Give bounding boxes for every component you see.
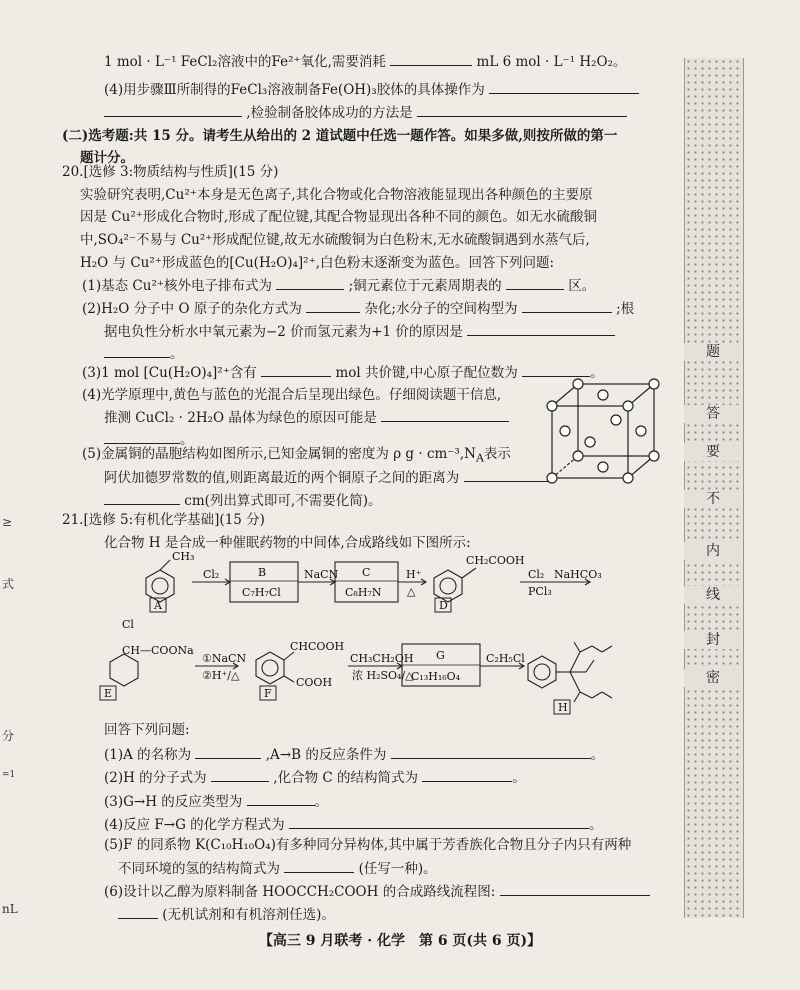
benzene-ring-D [434,570,462,602]
sidebar-char: 题 [684,343,742,361]
section-heading-cont: 题计分。 [80,150,134,166]
ch2cooh-label: CH₂COOH [466,554,525,567]
q21-part3: (3)G→H 的反应类型为 。 [104,794,329,810]
reagent-cl2: Cl₂ [203,568,220,581]
q20-paragraph: 因是 Cu²⁺形成化合物时,形成了配位键,其配合物显现出各种不同的颜色。如无水硫酸铜 [80,209,597,225]
f-top-label: CHCOOH [290,640,345,653]
ch3-label: CH₃ [172,550,195,563]
label-D: D [439,599,448,612]
q20-paragraph: 中,SO₄²⁻不易与 Cu²⁺形成配位键,故无水硫酸铜为白色粉末,无水硫酸铜遇到水蒸气后, [80,232,590,248]
reagent-c2h5cl: C₂H₅Cl [486,652,525,665]
q20-part5-cont: cm(列出算式即可,不需要化简)。 [104,491,381,510]
e-chain-label: CH—COONa [122,644,194,657]
sidebar-char: 不 [684,490,742,508]
q20-part2: (2)H₂O 分子中 O 原子的杂化方式为 杂化;水分子的空间构型为 ;根 [82,301,635,317]
sidebar-char: 封 [684,631,742,649]
q20-title: 20.[选修 3:物质结构与性质](15 分) [62,164,279,180]
page-footer: 【高三 9 月联考 · 化学 第 6 页(共 6 页)】 [258,933,542,949]
benzene-ring-H [528,656,556,688]
q20-part3: (3)1 mol [Cu(H₂O)₄]²⁺含有 mol 共价键,中心原子配位数为 。 [82,365,604,381]
f-bot-label: COOH [296,676,333,689]
q20-part5: (5)金属铜的晶胞结构如图所示,已知金属铜的密度为 ρ $g \cdot cm^{-3},N_A$表示 [82,446,511,465]
sidebar-char: 要 [684,443,742,461]
edge-mark: nL [2,902,18,916]
synthesis-scheme [104,548,680,718]
q21-part6: (6)设计以乙醇为原料制备 HOOCCH₂COOH 的合成路线流程图: [104,882,650,901]
reagent-pcl3: PCl₃ [528,585,552,598]
reagent-heat: △ [407,585,416,598]
q20-blank-line: 。 [104,430,194,449]
q21-intro: 化合物 H 是合成一种催眠药物的中间体,合成路线如下图所示: [104,535,471,551]
reagent-cl2-b: Cl₂ [528,568,545,581]
q20-part5-cont: 阿伏加德罗常数的值,则距离最近的两个铜原子之间的距离为 [104,468,550,487]
edge-mark: =1 [2,770,16,780]
label-H: H [558,701,568,714]
benzene-ring-F [256,652,284,684]
q21-title: 21.[选修 5:有机化学基础](15 分) [62,512,265,528]
reagent-nacn: NaCN [304,568,339,581]
text-line: ,检验制备胶体成功的方法是 [104,103,627,122]
label-F: F [264,687,272,700]
label-E: E [104,687,113,700]
reagent-nacn-2: ①NaCN [202,652,247,665]
q21-part5: (5)F 的同系物 K(C₁₀H₁₀O₄)有多种同分异构体,其中属于芳香族化合物且分子内只有两种 [104,837,632,853]
q21-part1: (1)A 的名称为 ,A→B 的反应条件为 。 [104,747,605,763]
binding-margin-strip [684,58,744,918]
box-C-label: C [362,566,371,579]
e-cl-label: Cl [122,618,134,631]
sidebar-char: 密 [684,669,742,687]
sidebar-char: 线 [684,586,742,604]
reagent-nahco3: NaHCO₃ [554,568,602,581]
section-heading: (二)选考题:共 15 分。请考生从给出的 2 道试题中任选一题作答。如果多做,则按所做的第一 [62,128,618,144]
reagent-ethanol: CH₃CH₂OH [350,652,414,665]
q20-part1: (1)基态 Cu²⁺核外电子排布式为 ;铜元素位于元素周期表的 区。 [82,278,596,294]
fcc-unit-cell-diagram [548,380,660,484]
q21-part5-cont: 不同环境的氢的结构简式为 (任写一种)。 [118,861,437,877]
edge-mark: ≥ [2,515,13,529]
reagent-h-plus: H⁺ [406,568,422,581]
q21-part4: (4)反应 F→G 的化学方程式为 。 [104,817,603,833]
q20-part2-cont: 据电负性分析水中氧元素为−2 价而氢元素为+1 价的原因是 [104,322,615,341]
benzene-ring-A [146,570,174,602]
q21-part6-cont: (无机试剂和有机溶剂任选)。 [118,905,335,924]
box-B-label: B [258,566,267,579]
box-G-formula: C₁₃H₁₆O₄ [411,670,461,683]
box-B-formula: C₇H₇Cl [242,586,281,599]
reagent-h2so4: 浓 H₂SO₄/△ [352,669,414,682]
edge-mark: 分 [2,729,15,743]
q20-paragraph: 实验研究表明,Cu²⁺本身是无色离子,其化合物或化合物溶液能显现出各种颜色的主要原 [80,187,593,203]
label-A: A [154,599,162,612]
q21-part2: (2)H 的分子式为 ,化合物 C 的结构简式为 。 [104,770,526,786]
sidebar-char: 内 [684,542,742,560]
q20-part4-cont: 推测 CuCl₂ · 2H₂O 晶体为绿色的原因可能是 [104,408,509,427]
q21-answer-intro: 回答下列问题: [104,722,190,738]
box-C-formula: C₈H₇N [345,586,382,599]
q20-paragraph: H₂O 与 Cu²⁺形成蓝色的[Cu(H₂O)₄]²⁺,白色粉末逐渐变为蓝色。回答下列问题: [80,255,555,271]
text-line: (4)用步骤Ⅲ所制得的FeCl₃溶液制备Fe(OH)₃胶体的具体操作为 [104,80,639,99]
edge-mark: 式 [2,577,15,591]
box-G-label: G [436,649,445,662]
text-line: 1 mol · L⁻¹ FeCl₂溶液中的Fe²⁺氧化,需要消耗 mL 6 mol · L⁻¹ H₂O₂。 [104,54,627,70]
q20-part4: (4)光学原理中,黄色与蓝色的光混合后呈现出绿色。仔细阅读题干信息, [82,387,502,403]
q20-blank-line: 。 [104,344,184,363]
reagent-h-heat: ②H⁺/△ [202,669,240,682]
sidebar-char: 答 [684,405,742,423]
